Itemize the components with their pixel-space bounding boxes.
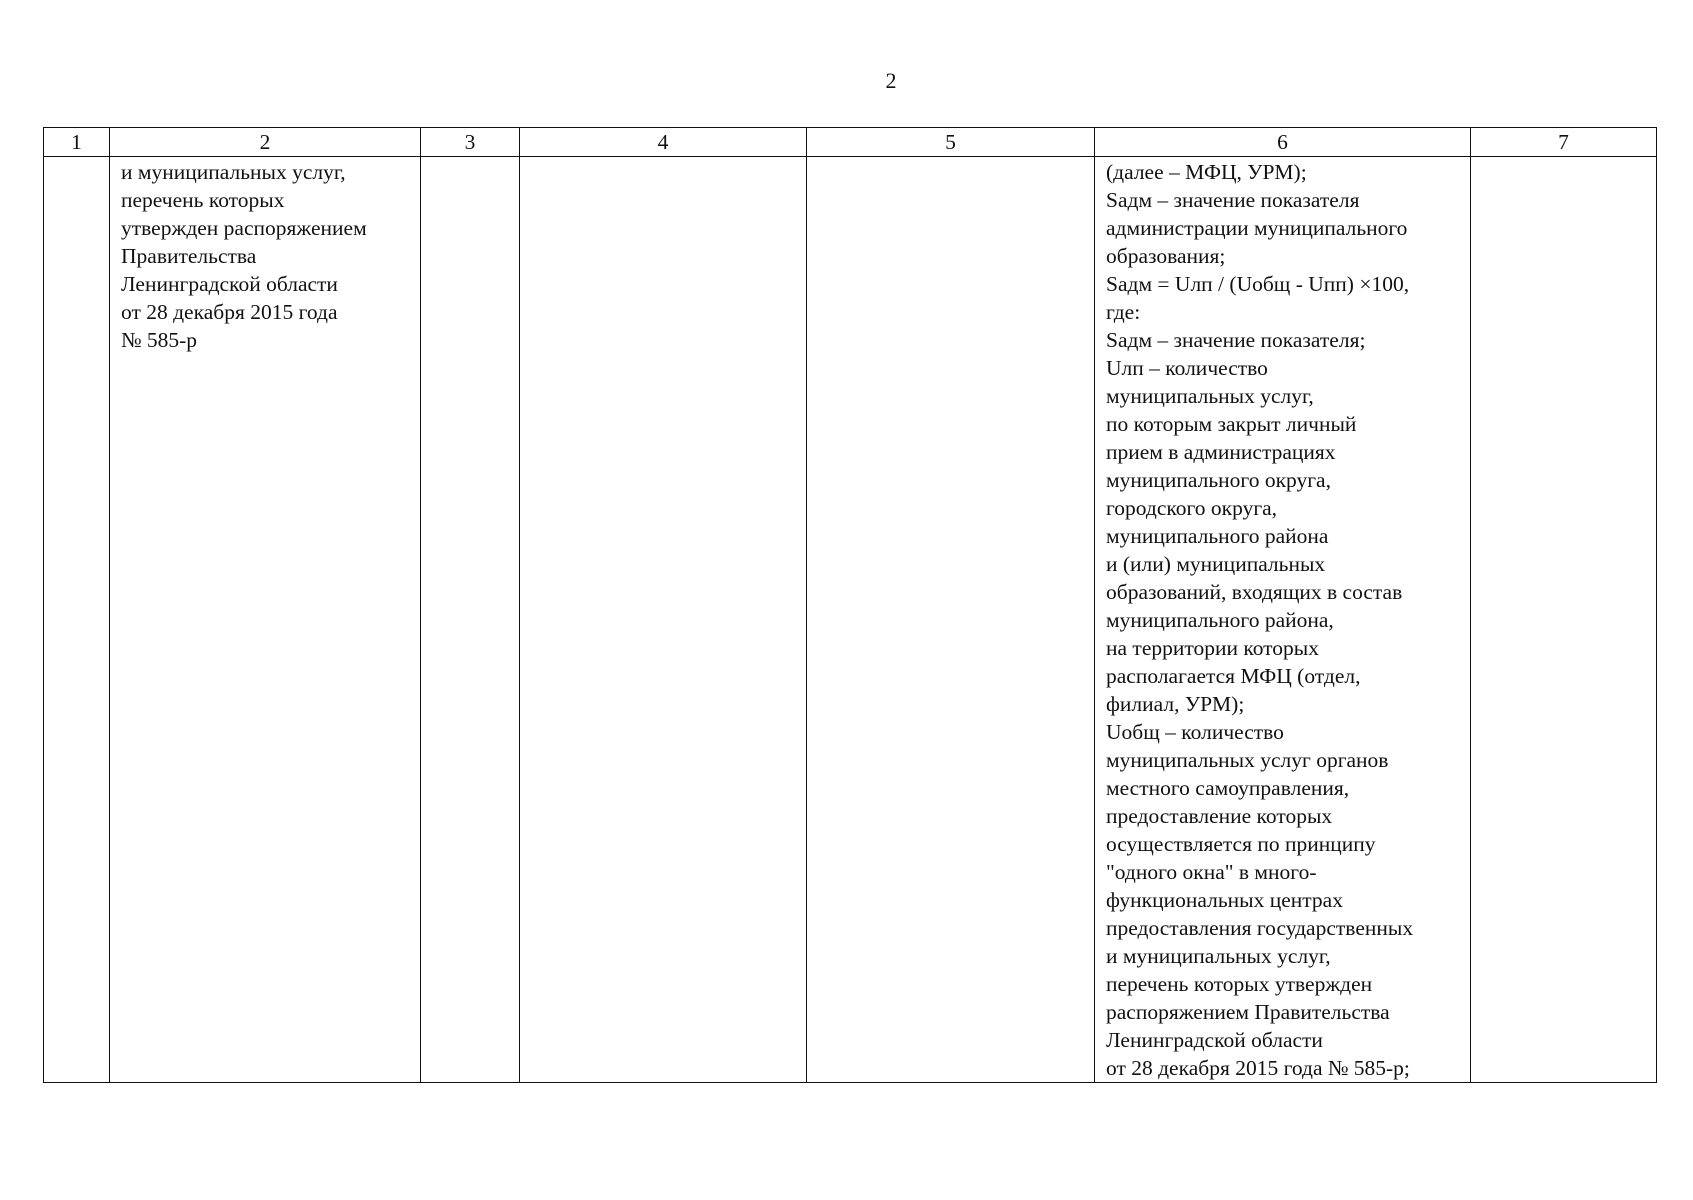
text-line: утвержден распоряжением [121,216,367,240]
cell-col-3 [421,157,520,1083]
text-line: предоставления государственных [1106,916,1414,940]
text-line: администрации муниципального [1106,216,1408,240]
text-line: и (или) муниципальных [1106,552,1326,576]
text-line: муниципальных услуг, [1106,384,1314,408]
text-line: предоставление которых [1106,804,1333,828]
col6-text [1095,157,1470,1082]
column-header-2: 2 [110,128,421,157]
text-line: муниципального района [1106,524,1329,548]
text-line: и муниципальных услуг, [121,160,346,184]
text-line: Uобщ – количество [1106,720,1284,744]
text-line: располагается МФЦ (отдел, [1106,664,1361,688]
text-line: Sадм – значение показателя [1106,188,1360,212]
cell-col-6 [1095,157,1471,1083]
text-line: "одного окна" в много- [1106,860,1317,884]
text-line: перечень которых утвержден [1106,972,1373,996]
cell-col-5 [807,157,1095,1083]
table-header-row [44,128,1657,157]
text-line: Sадм – значение показателя; [1106,328,1366,352]
column-header-3: 3 [421,128,520,157]
text-line: осуществляется по принципу [1106,832,1376,856]
page-number: 2 [885,68,897,93]
text-line: на территории которых [1106,636,1319,660]
text-line: от 28 декабря 2015 года [121,300,338,324]
text-line: Sадм = Uлп / (Uобщ - Uпп) ×100, [1106,272,1410,296]
text-line: образований, входящих в состав [1106,580,1403,604]
cell-col-4 [520,157,807,1083]
text-line: Правительства [121,244,257,268]
text-line: и муниципальных услуг, [1106,944,1331,968]
text-line: муниципального округа, [1106,468,1331,492]
text-line: муниципального района, [1106,608,1334,632]
text-line: прием в администрациях [1106,440,1336,464]
cell-col-7 [1471,157,1657,1083]
text-line: № 585-р [121,328,198,352]
cell-col-1 [44,157,110,1083]
document-table [43,127,1657,1083]
text-line: муниципальных услуг органов [1106,748,1389,772]
text-line: перечень которых [121,188,285,212]
text-line: где: [1106,300,1141,324]
text-line: городского округа, [1106,496,1278,520]
text-line: образования; [1106,244,1226,268]
text-line: филиал, УРМ); [1106,692,1245,716]
text-line: по которым закрыт личный [1106,412,1357,436]
table-row [44,157,1657,1083]
text-line: Uлп – количество [1106,356,1268,380]
column-header-6: 6 [1095,128,1471,157]
text-line: (далее – МФЦ, УРМ); [1106,160,1307,184]
column-header-7: 7 [1471,128,1657,157]
text-line: от 28 декабря 2015 года № 585-р; [1106,1056,1410,1080]
text-line: местного самоуправления, [1106,776,1350,800]
text-line: Ленинградской области [1106,1028,1323,1052]
col2-text [110,157,420,354]
text-line: функциональных центрах [1106,888,1343,912]
cell-col-2 [110,157,421,1083]
text-line: распоряжением Правительства [1106,1000,1390,1024]
text-line: Ленинградской области [121,272,338,296]
column-header-1: 1 [44,128,110,157]
column-header-4: 4 [520,128,807,157]
column-header-5: 5 [807,128,1095,157]
